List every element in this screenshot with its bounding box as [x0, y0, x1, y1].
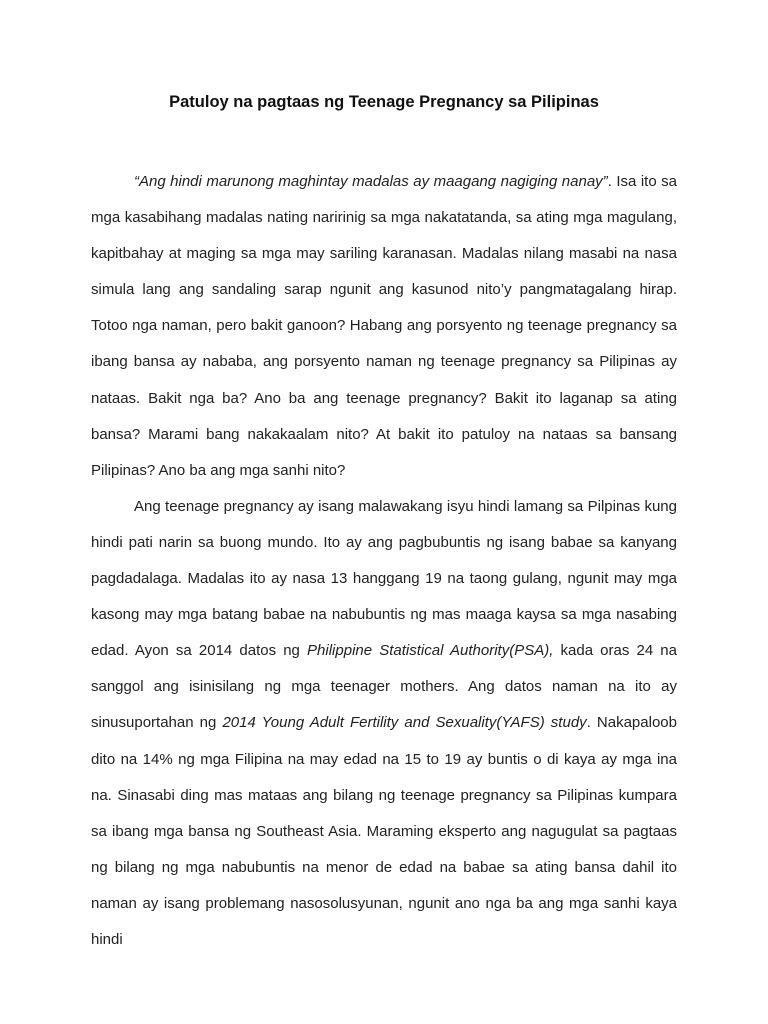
document-title: Patuloy na pagtaas ng Teenage Pregnancy sa Pilipinas: [169, 93, 599, 111]
quote-text: “Ang hindi marunong maghintay madalas ay maagang nagiging nanay”: [134, 173, 608, 190]
document-body: [91, 164, 677, 958]
source-yafs: 2014 Young Adult Fertility and Sexuality(YAFS) study: [222, 714, 587, 732]
source-psa: Philippine Statistical Authority(PSA),: [307, 642, 554, 660]
paragraph-definition-text-a: Ang teenage pregnancy ay isang malawakang isyu hindi lamang sa Pilpinas kung hindi pati narin sa buong mundo. Ito ay ang pagbubuntis ng isang babae sa kanyang pagdadalaga. Madalas ito ay nasa 13 hanggang 19 na taong gulang, ngunit may mga kasong may mga batang babae na nabubuntis ng mas maaga kaysa sa mga nasabing edad. Ayon sa 2014 datos ng: [91, 497, 677, 660]
paragraph-definition: [91, 489, 677, 958]
paragraph-intro-text: . Isa ito sa mga kasabihang madalas nating naririnig sa mga nakatatanda, sa ating mga magulang, kapitbahay at maging sa mga may sariling karanasan. Madalas nilang masabi na nasa simula lang ang sandaling sarap ngunit ang kasunod nito’y pangmatagalang hirap. Totoo nga naman, pero bakit ganoon? Habang ang porsyento ng teenage pregnancy sa ibang bansa ay nababa, ang porsyento naman ng teenage pregnancy sa Pilipinas ay nataas. Bakit nga ba? Ano ba ang teenage pregnancy? Bakit ito laganap sa ating bansa? Marami bang nakakaalam nito? At bakit ito patuloy na nataas sa bansang Pilipinas? Ano ba ang mga sanhi nito?: [91, 173, 677, 479]
paragraph-definition-text-b: kada oras 24 na sanggol ang isinisilang ng mga teenager mothers. Ang datos naman na ito ay sinusuportahan ng: [91, 642, 677, 732]
paragraph-intro: [91, 164, 677, 489]
paragraph-definition-text-c: . Nakapaloob dito na 14% ng mga Filipina na may edad na 15 to 19 ay buntis o di kaya ay mga ina na. Sinasabi ding mas mataas ang bilang ng teenage pregnancy sa Pilipinas kumpara sa ibang mga bansa ng Southeast Asia. Maraming eksperto ang nagugulat sa pagtaas ng bilang ng mga nabubuntis na menor de edad na babae sa ating bansa dahil ito naman ay isang problemang nasosolusyunan, ngunit ano nga ba ang mga sanhi kaya hindi: [91, 714, 677, 948]
